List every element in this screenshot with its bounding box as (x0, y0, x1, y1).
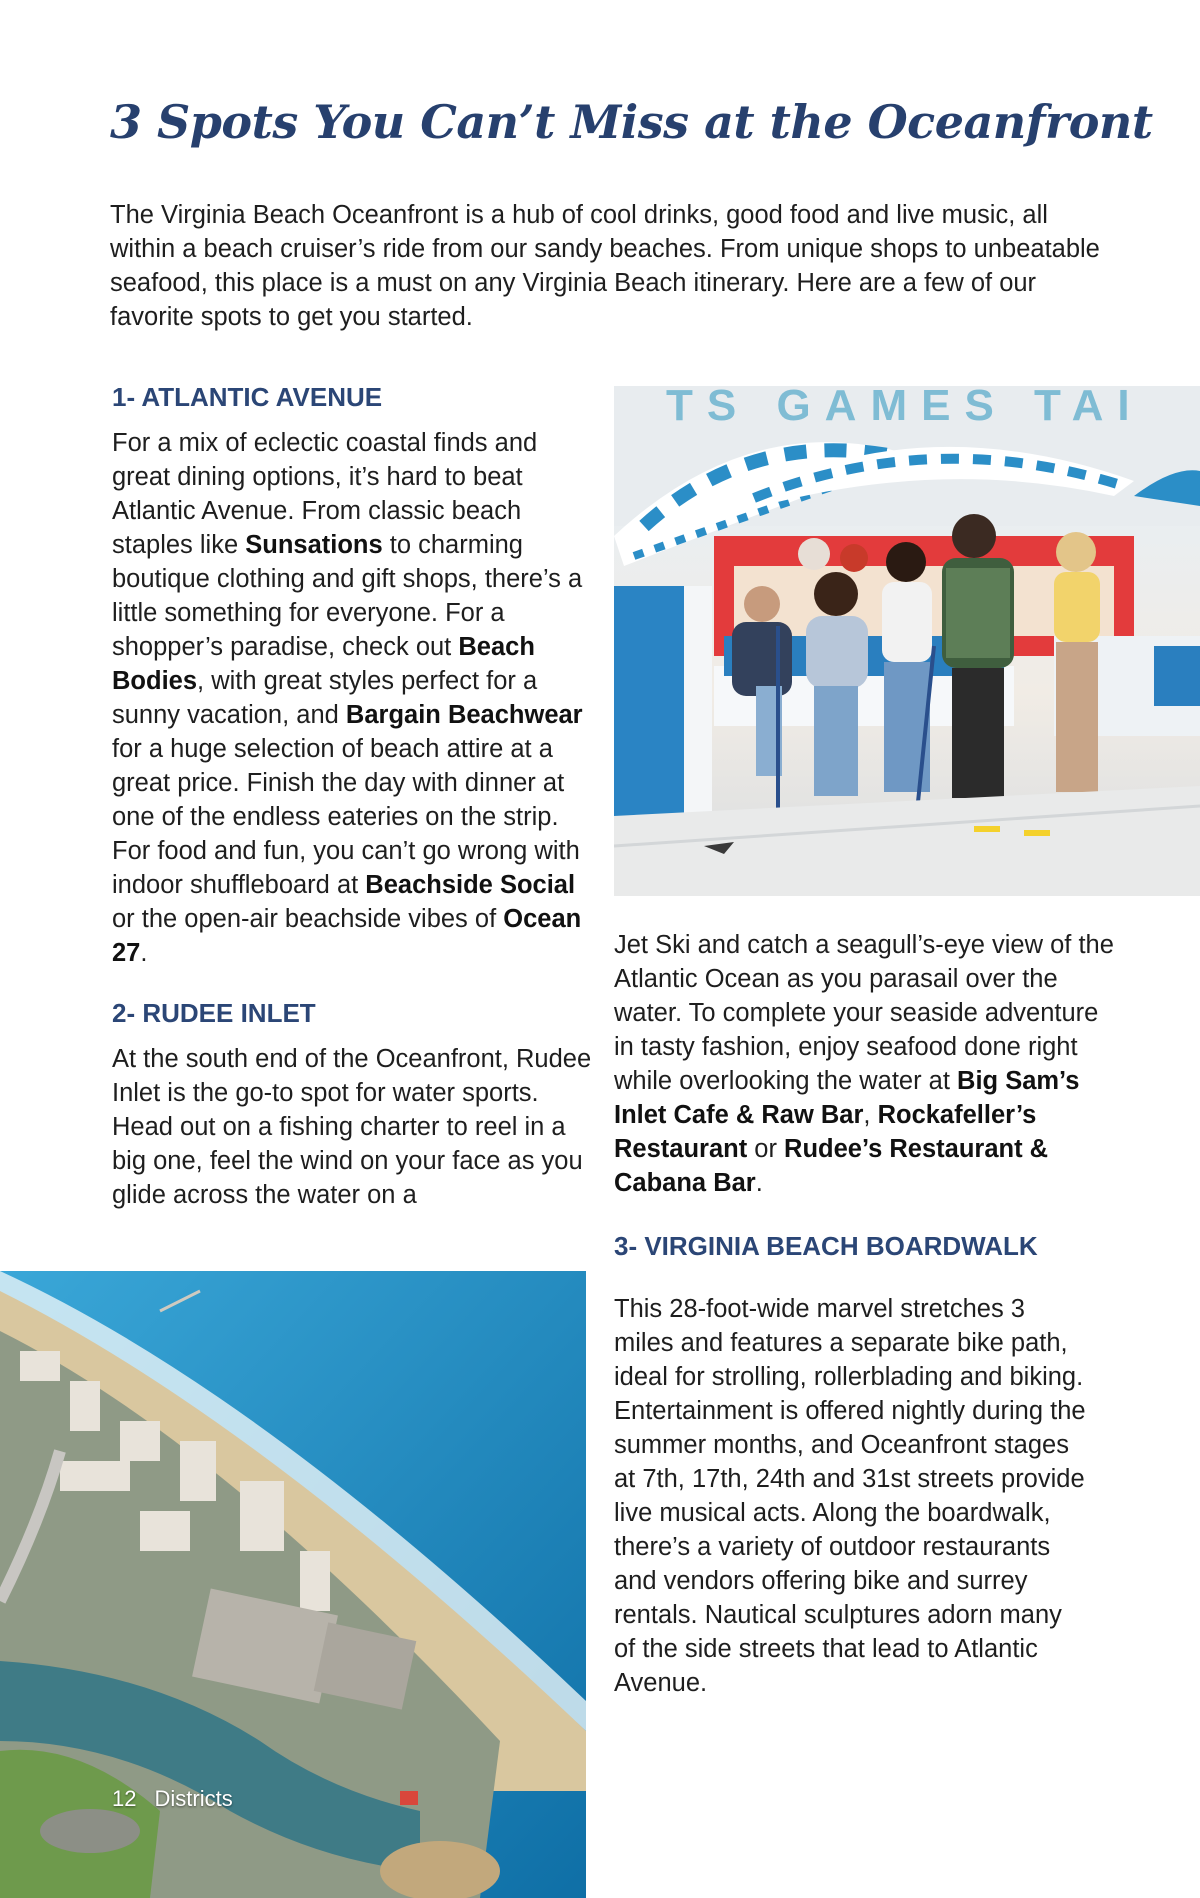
business-beachside-social: Beachside Social (365, 871, 576, 899)
business-rudees: Rudee’s Restaurant & Cabana Bar (614, 1135, 1049, 1197)
page-footer (112, 1786, 251, 1812)
business-beach-bodies: Beach Bodies (112, 633, 535, 695)
heading-atlantic-avenue: 1- ATLANTIC AVENUE (112, 382, 383, 412)
business-rockafellers: Rockafeller’s Restaurant (614, 1101, 1037, 1163)
text-run: or (747, 1135, 785, 1163)
text-run: , with great styles perfect for a sunny vacation, and (112, 667, 538, 729)
heading-rudee-inlet: 2- RUDEE INLET (112, 998, 316, 1028)
business-bargain-beachwear: Bargain Beachwear (345, 701, 583, 729)
rudee-inlet-paragraph-continued (614, 928, 1114, 1200)
aerial-illustration (0, 1271, 586, 1898)
shuffleboard-photo (614, 386, 1200, 896)
business-ocean-27: Ocean 27 (112, 905, 582, 967)
page-title: 3 Spots You Can’t Miss at the Oceanfront (110, 95, 1153, 149)
games-sign-text: TS GAMES TAI (666, 386, 1144, 430)
atlantic-avenue-paragraph (112, 426, 602, 970)
left-column (112, 380, 602, 1212)
right-column-bottom (614, 1292, 1089, 1700)
text-run: for a huge selection of beach attire at a great price. Finish the day with dinner at one of the endless eateries on the strip. For food and fun, you can’t go wrong with indoor shuffleboard at (112, 735, 580, 899)
rudee-inlet-paragraph-start: At the south end of the Oceanfront, Rudee Inlet is the go-to spot for water sports. Head out on a fishing charter to reel in a big one, feel the wind on your face as you glide across the water on a (112, 1045, 592, 1209)
business-big-sams: Big Sam’s Inlet Cafe & Raw Bar (614, 1067, 1080, 1129)
boardwalk-paragraph: This 28-foot-wide marvel stretches 3 miles and features a separate bike path, ideal for strolling, rollerblading and biking. Entertainment is offered nightly during the summer months, and Oceanfront stages at 7th, 17th, 24th and 31st streets provide live musical acts. Along the boardwalk, there’s a variety of outdoor restaurants and vendors offering bike and surrey rentals. Nautical sculptures adorn many of the side streets that lead to Atlantic Avenue. (614, 1295, 1086, 1697)
text-run: to charming boutique clothing and gift shops, there’s a little something for everyone. For a shopper’s paradise, check out (112, 531, 583, 661)
text-run: For a mix of eclectic coastal finds and great dining options, it’s hard to beat Atlantic Avenue. From classic beach staples like (112, 429, 538, 559)
section-label: Districts (154, 1786, 233, 1811)
aerial-beach-photo (0, 1271, 586, 1898)
business-sunsations: Sunsations (245, 531, 383, 559)
page-number: 12 (112, 1786, 137, 1811)
text-run: or the open-air beachside vibes of (112, 905, 504, 933)
text-run: . (140, 939, 148, 967)
shuffleboard-illustration (614, 386, 1200, 896)
right-column-top (614, 928, 1114, 1200)
intro-paragraph: The Virginia Beach Oceanfront is a hub of cool drinks, good food and live music, all within a beach cruiser’s ride from our sandy beaches. From unique shops to unbeatable seafood, this place is a must on any Virginia Beach itinerary. Here are a few of our favorite spots to get you started. (110, 201, 1100, 331)
text-run: Jet Ski and catch a seagull’s-eye view of the Atlantic Ocean as you parasail over the water. To complete your seaside adventure in tasty fashion, enjoy seafood done right while overlooking the water at (614, 931, 1114, 1095)
heading-virginia-beach-boardwalk: 3- VIRGINIA BEACH BOARDWALK (614, 1231, 1038, 1261)
text-run: , (863, 1101, 878, 1129)
text-run: . (755, 1169, 763, 1197)
